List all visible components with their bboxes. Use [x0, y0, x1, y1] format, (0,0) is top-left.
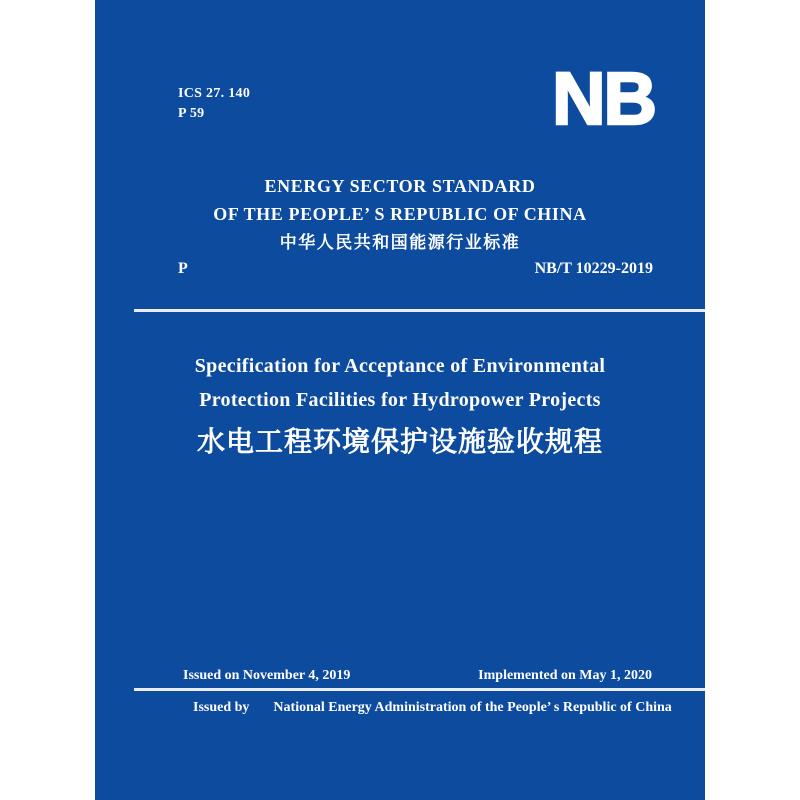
divider-top [134, 309, 705, 312]
ics-code: ICS 27. 140 [178, 86, 251, 101]
issuer-name: National Energy Administration of the People’ s Republic of China [273, 700, 672, 715]
cover [95, 0, 705, 800]
issued-by-label: Issued by [193, 700, 250, 715]
china-class-code: P 59 [178, 106, 205, 121]
title-en-line2: Protection Facilities for Hydropower Projects [199, 389, 601, 411]
standard-header-zh: 中华人民共和国能源行业标准 [279, 233, 521, 252]
issuer-row [193, 700, 672, 716]
nb-logo: NB [552, 57, 655, 140]
standard-header-en-line2: OF THE PEOPLE’ S REPUBLIC OF CHINA [213, 204, 587, 224]
standard-number: NB/T 10229-2019 [534, 260, 653, 277]
classification-codes [178, 84, 250, 124]
title-zh: 水电工程环境保护设施验收规程 [196, 427, 603, 458]
divider-bottom [134, 688, 705, 691]
classification-row [178, 260, 653, 278]
title-en-line1: Specification for Acceptance of Environmental [194, 355, 606, 377]
implemented-date: Implemented on May 1, 2020 [478, 668, 652, 683]
dates-row [183, 668, 652, 684]
issued-date: Issued on November 4, 2019 [183, 668, 351, 683]
standard-header-en-line1: ENERGY SECTOR STANDARD [264, 176, 536, 196]
doc-class-letter: P [178, 260, 188, 277]
